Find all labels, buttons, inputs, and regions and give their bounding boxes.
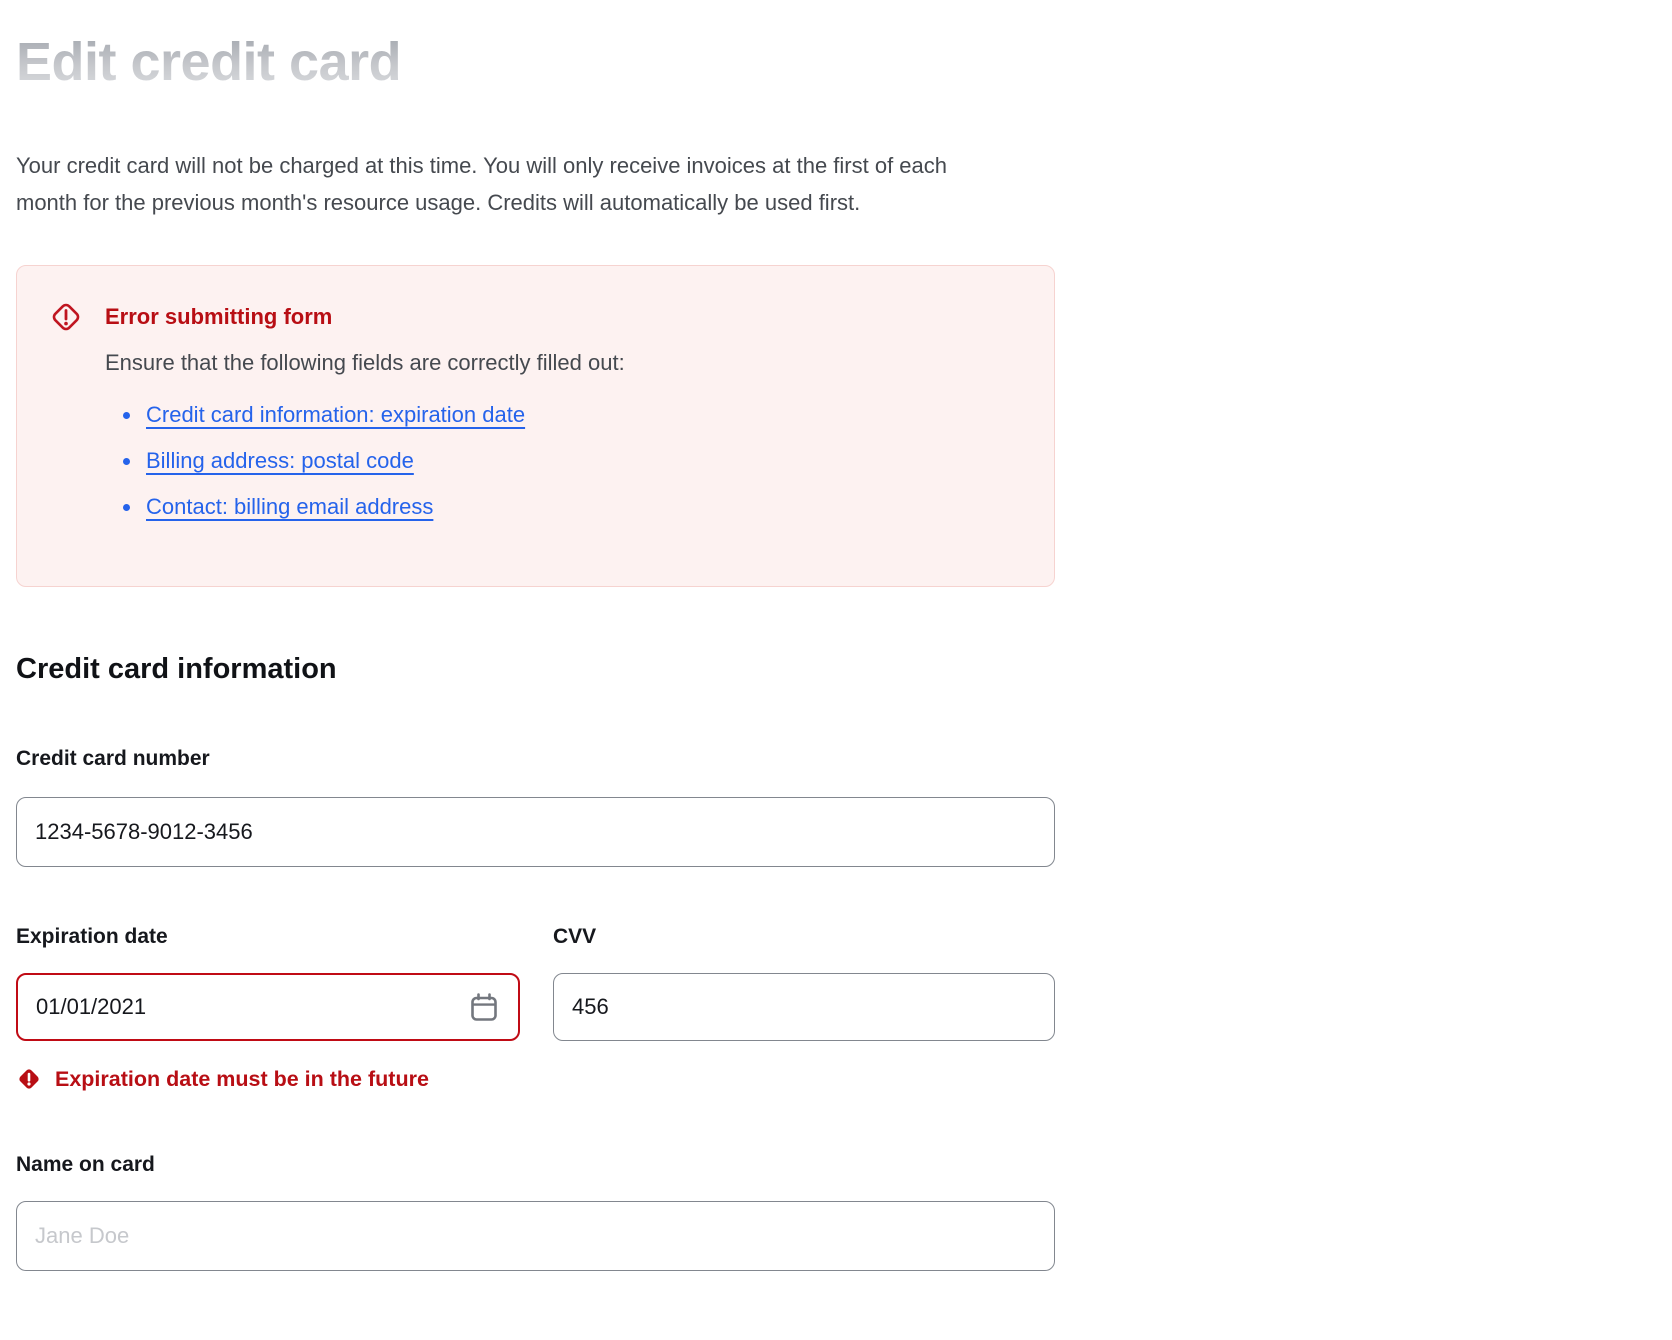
list-item bbox=[105, 400, 1014, 433]
name-on-card-label: Name on card bbox=[16, 1152, 155, 1176]
error-link-postal-code[interactable]: Billing address: postal code bbox=[146, 447, 414, 473]
expiration-input-wrap bbox=[16, 973, 520, 1041]
card-number-input[interactable] bbox=[16, 797, 1055, 867]
section-heading-credit-card-information: Credit card information bbox=[16, 652, 337, 685]
list-item bbox=[105, 492, 1014, 525]
error-link-expiration-date[interactable]: Credit card information: expiration date bbox=[146, 401, 526, 427]
expiration-field-group bbox=[16, 923, 520, 1093]
error-alert-header bbox=[49, 300, 1014, 334]
calendar-icon[interactable] bbox=[466, 989, 502, 1025]
expiration-error-text: Expiration date must be in the future bbox=[55, 1066, 429, 1091]
expiration-cvv-row bbox=[16, 923, 1055, 1093]
cvv-input[interactable] bbox=[553, 973, 1055, 1041]
bottom-fade-overlay bbox=[0, 1312, 1672, 1340]
name-on-card-input[interactable] bbox=[16, 1201, 1055, 1271]
alert-diamond-outline-icon bbox=[49, 300, 83, 334]
edit-credit-card-form bbox=[16, 34, 1055, 1271]
error-link-billing-email[interactable]: Contact: billing email address bbox=[146, 493, 434, 519]
card-number-label: Credit card number bbox=[16, 746, 210, 770]
expiration-inline-error bbox=[16, 1065, 520, 1093]
cvv-field-group bbox=[553, 923, 1055, 1093]
expiration-date-label: Expiration date bbox=[16, 924, 168, 948]
error-diamond-filled-icon bbox=[16, 1066, 42, 1092]
error-alert-description: Ensure that the following fields are correctly filled out: bbox=[105, 349, 625, 375]
intro-text: Your credit card will not be charged at this time. You will only receive invoices at the first of each month for the previous month's resource usage. Credits will automatically be used first. bbox=[16, 152, 948, 215]
expiration-date-input[interactable] bbox=[16, 973, 520, 1041]
cvv-label: CVV bbox=[553, 924, 597, 948]
page-title: Edit credit card bbox=[16, 34, 1055, 91]
list-item bbox=[105, 446, 1014, 479]
error-field-list bbox=[105, 400, 1014, 525]
error-alert bbox=[16, 265, 1055, 587]
error-alert-body bbox=[105, 348, 1014, 525]
error-alert-title: Error submitting form bbox=[105, 303, 333, 329]
